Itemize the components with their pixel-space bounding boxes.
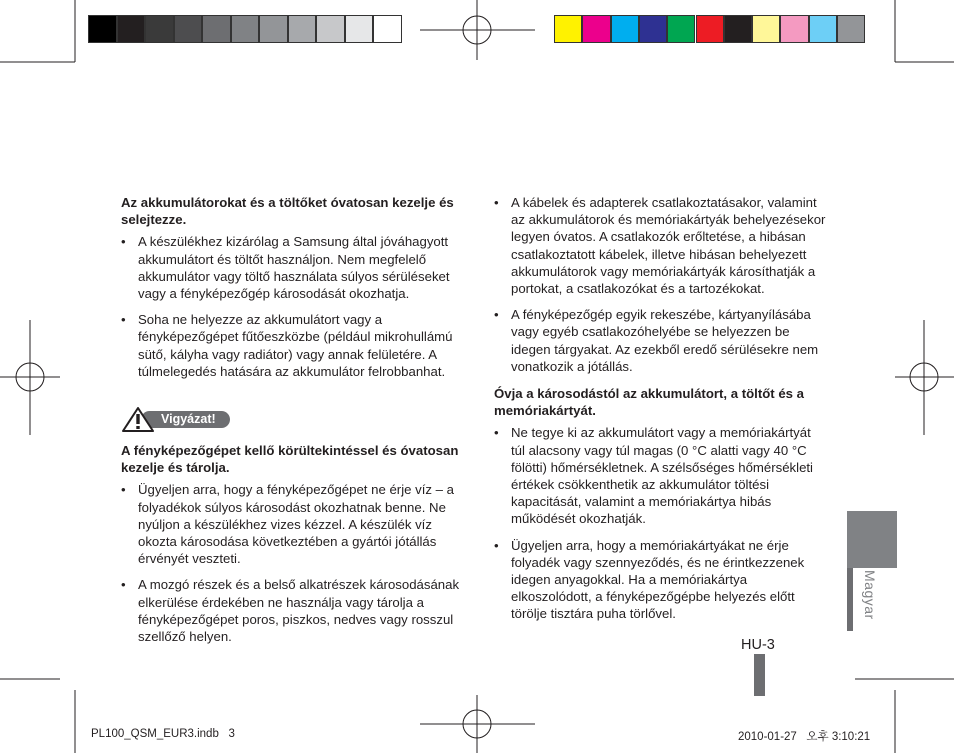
- footer-file-name: PL100_QSM_EUR3.indb 3: [91, 728, 235, 740]
- footer-timestamp: 2010-01-27 오후 3:10:21: [738, 731, 871, 743]
- color-swatch: [667, 15, 695, 43]
- color-swatch: [88, 15, 117, 43]
- color-swatch: [259, 15, 288, 43]
- color-swatch: [345, 15, 374, 43]
- list-item: • A kábelek és adapterek csatlakoztatásakor, valamint az akkumulátorok és memóriakártyák behelyezésekor legyen óvatos. A csatlakozók erőltetése, a hibásan csatlakoztatott kábelek, illetve hibásan behelyezett akkumulátorok vagy memóriakártyák károsíthatják a portokat, a csatlakozókat és a tartozékokat.: [494, 194, 826, 297]
- registration-mark-top: [420, 0, 535, 60]
- color-swatch: [316, 15, 345, 43]
- registration-mark-left: [0, 320, 60, 435]
- page-number: HU-3: [741, 637, 775, 653]
- color-swatch: [582, 15, 610, 43]
- section-heading: Óvja a károsodástól az akkumulátort, a töltőt és a memóriakártyát.: [494, 386, 805, 419]
- section-heading: A fényképezőgépet kellő körültekintéssel és óvatosan kezelje és tárolja.: [121, 443, 459, 476]
- color-swatch: [231, 15, 260, 43]
- page-number-bar: [754, 654, 765, 696]
- warning-triangle-icon: [121, 406, 155, 433]
- color-swatch: [809, 15, 837, 43]
- list-item: • A készülékhez kizárólag a Samsung által jóváhagyott akkumulátort és töltőt használjon. Nem megfelelő akkumulátor vagy töltő használata súlyos sérüléseket vagy a fényképezőgép károsodását okozhatja.: [121, 233, 467, 302]
- language-label: Magyar: [862, 570, 878, 620]
- registration-mark-right: [895, 320, 954, 435]
- list-item: • A mozgó részek és a belső alkatrészek károsodásának elkerülése érdekében ne használja vagy tárolja a fényképezőgépet poros, piszkos, nedves vagy rosszul szellőző helyen.: [121, 576, 467, 645]
- bullet-list: [494, 424, 826, 622]
- color-swatch: [117, 15, 146, 43]
- color-swatch: [639, 15, 667, 43]
- bullet-list: [121, 481, 467, 645]
- color-swatch: [202, 15, 231, 43]
- color-swatch: [174, 15, 203, 43]
- registration-mark-bottom: [420, 695, 535, 753]
- color-swatch: [611, 15, 639, 43]
- right-column: [494, 194, 826, 632]
- list-item: • Ne tegye ki az akkumulátort vagy a memóriakártyát túl alacsony vagy túl magas (0 °C alatti vagy 40 °C fölötti) hőmérsékletnek. A szélsőséges hőmérsékleti értékek csökkenthetik az akkumulátor töltési kapacitását, valamint a memóriakártya hibás működését okozhatják.: [494, 424, 826, 527]
- caution-banner: [121, 406, 467, 432]
- color-swatch: [837, 15, 865, 43]
- left-column: [121, 194, 467, 654]
- color-swatch: [288, 15, 317, 43]
- section-heading: Az akkumulátorokat és a töltőket óvatosan kezelje és selejtezze.: [121, 195, 454, 228]
- language-tab: [847, 511, 897, 568]
- list-item: • Ügyeljen arra, hogy a memóriakártyákat ne érje folyadék vagy szennyeződés, és ne érintkezzenek idegen anyagokkal. Ha a memóriakártya elkoszolódott, a fényképezőgépbe helyezés előtt törölje tisztára puha törlővel.: [494, 537, 826, 623]
- list-item: • Soha ne helyezze az akkumulátort vagy a fényképezőgépet fűtőeszközbe (például mikrohullámú sütő, kályha vagy radiátor) vagy annak felületére. A túlmelegedés hatására az akkumulátor felrobbanhat.: [121, 311, 467, 380]
- bullet-list: [494, 194, 826, 375]
- bullet-list: [121, 233, 467, 380]
- color-swatch: [554, 15, 582, 43]
- color-swatch: [724, 15, 752, 43]
- color-swatch: [752, 15, 780, 43]
- caution-label: Vigyázat!: [141, 411, 230, 428]
- list-item: • A fényképezőgép egyik rekeszébe, kártyanyílásába vagy egyéb csatlakozóhelyébe se helyezzen be idegen tárgyakat. Az ezekből eredő sérülésekre nem vonatkozik a jótállás.: [494, 306, 826, 375]
- color-swatch: [373, 15, 402, 43]
- color-swatch: [145, 15, 174, 43]
- color-swatch: [780, 15, 808, 43]
- list-item: • Ügyeljen arra, hogy a fényképezőgépet ne érje víz – a folyadékok súlyos károsodást okozhatnak benne. Ne nyúljon a készülékhez vizes kézzel. A készülék víz okozta károsodása következtében a gyártói jótállás érvényét veszteti.: [121, 481, 467, 567]
- color-swatch: [696, 15, 724, 43]
